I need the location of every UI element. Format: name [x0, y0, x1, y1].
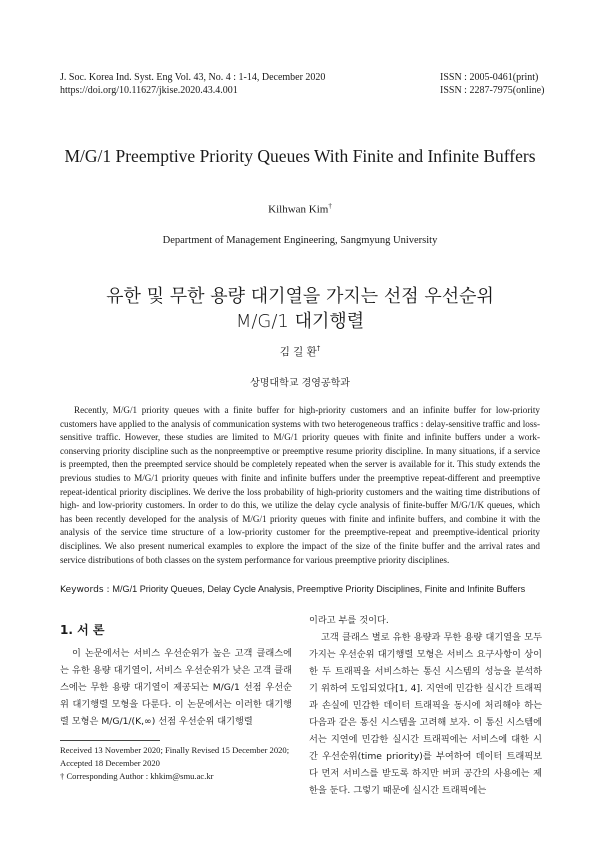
author-korean: [0, 344, 600, 359]
doi-link[interactable]: https://doi.org/10.11627/jkise.2020.43.4.001: [60, 85, 238, 96]
author-name-en: Kilhwan Kim: [268, 203, 329, 216]
footnotes: [60, 744, 300, 783]
title-ko-line2: M/G/1 대기행렬: [235, 311, 365, 332]
footnote-received: Received 13 November 2020; Finally Revised 15 December 2020;: [60, 745, 290, 755]
author-english: [0, 202, 600, 216]
affiliation-korean: 상명대학교 경영공학과: [250, 378, 350, 389]
keywords-label: Keywords :: [60, 585, 113, 595]
footnote-divider: [60, 740, 160, 741]
intro-right-column: [309, 612, 542, 799]
keywords: [60, 583, 540, 597]
abstract: Recently, M/G/1 priority queues with a finite buffer for high-priority customers and an infinite buffer for low-priority customers have applied to the analysis of communication systems with two heterogeneous traffics : delay-sensitive traffic and loss-sensitive traffic. However, these studies are limited to M/G/1 priority queues with finite and infinite buffers under a work-conserving priority discipline such as the nonpreemptive or preemptive resume priority discipline. In many situations, if a service is preempted, then the preempted service should be completely repeated when the server is available for it. This study extends the previous studies to M/G/1 priority queues with finite and infinite buffers under the preemptive repeat-different and preemptive repeat-identical priority disciplines. We derive the loss probability of high-priority customers and the waiting time distributions of high- and low-priority customers. In order to do this, we utilize the delay cycle analysis of finite-buffer M/G/1/K queues, which has been recently developed for the analysis of M/G/1 priority queues with finite and infinite buffers, and combine it with the analysis of the service time structure of a low-priority customer for the preemptive-repeat and preemptive-identical priority disciplines. We also present numerical examples to explore the impact of the size of the finite buffer and the arrival rates and service distributions of both classes on the system performance for various preemptive priority disciplines.: [60, 405, 540, 565]
paper-title-korean: [60, 284, 540, 334]
corresponding-mark-ko: †: [316, 344, 321, 353]
affiliation-english: Department of Management Engineering, Sangmyung University: [162, 235, 438, 246]
journal-citation: J. Soc. Korea Ind. Syst. Eng Vol. 43, No. 4 : 1-14, December 2020: [60, 72, 326, 83]
footnote-accepted: Accepted 18 December 2020: [60, 758, 160, 768]
right-column-paragraph-2: 고객 클래스 별로 유한 용량과 무한 용량 대기열을 모두 가지는 우선순위 대기행렬 모형은 서비스 요구사항이 상이한 두 트래픽을 서비스하는 통신 시스템의 성능을 분석하기 위하여 도입되었다[1, 4]. 지연에 민감한 실시간 트래픽과 손실에 민감한 데이터 트래픽을 동시에 처리해야 하는 다음과 같은 통신 시스템을 고려해 보자. 이 통신 시스템에서는 지연에 민감한 실시간 트래픽에는 서비스에 대한 시간 우선순위(time priority)를 부여하여 데이터 트래픽보다 먼저 서비스를 받도록 하지만 버퍼 공간의 사용에는 제한을 둔다. 그렇기 때문에 실시간 트래픽에는: [309, 632, 542, 796]
footnote-corresponding: † Corresponding Author : khkim@smu.ac.kr: [60, 771, 214, 781]
corresponding-mark: †: [328, 202, 332, 210]
issn-print: ISSN : 2005-0461(print): [440, 72, 539, 83]
keywords-list: M/G/1 Priority Queues, Delay Cycle Analysis, Preemptive Priority Disciplines, Finite and Infinite Buffers: [112, 584, 526, 594]
issn-online: ISSN : 2287-7975(online): [440, 85, 545, 96]
title-ko-line1: 유한 및 무한 용량 대기열을 가지는 선점 우선순위: [106, 286, 494, 307]
author-name-ko: 김 길 환: [279, 346, 317, 358]
section-heading-introduction: 1. 서 론: [60, 623, 105, 637]
intro-left-column: 이 논문에서는 서비스 우선순위가 높은 고객 클래스에는 유한 용량 대기열이, 서비스 우선순위가 낮은 고객 클래스에는 무한 용량 대기열이 제공되는 M/G/1 선점 우선순위 대기행렬 모형을 다룬다. 이 논문에서는 이러한 대기행렬 모형은 M/G/1/(K,∞) 선점 우선순위 대기행렬: [60, 648, 292, 727]
paper-title-english: M/G/1 Preemptive Priority Queues With Finite and Infinite Buffers: [64, 146, 536, 166]
right-column-paragraph-1: 이라고 부를 것이다.: [309, 615, 389, 626]
